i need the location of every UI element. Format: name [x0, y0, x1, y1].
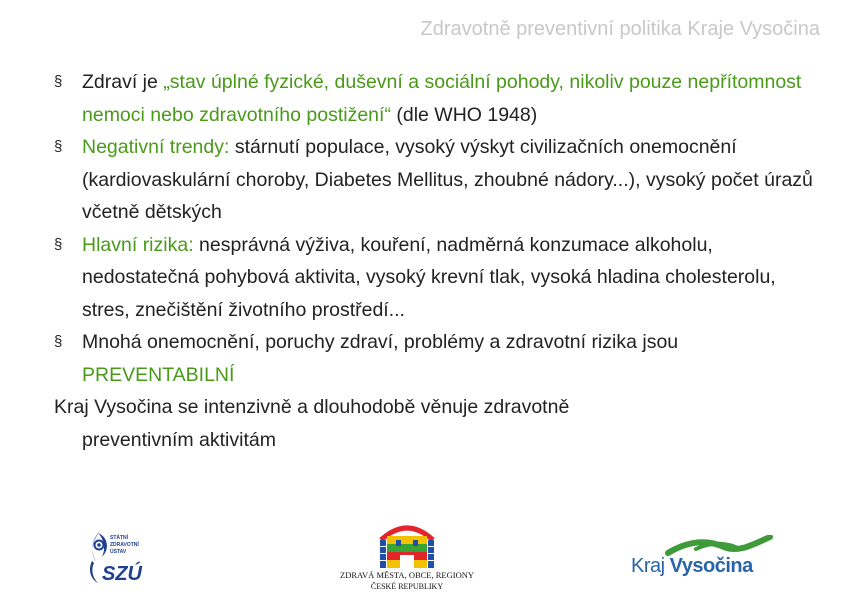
zdrava-mesta-line1: ZDRAVÁ MĚSTA, OBCE, REGIONY: [340, 570, 474, 580]
wordmark-vysocina: Vysočina: [669, 555, 753, 577]
szu-wordmark: SZÚ: [102, 563, 142, 585]
szu-small-line: STÁTNÍ: [110, 535, 129, 541]
closing-statement: [54, 391, 824, 456]
szu-small-line: ÚSTAV: [110, 549, 127, 555]
bullet-marker: §: [54, 235, 63, 253]
closing-line-2: preventivním aktivitám: [82, 428, 276, 451]
bullet-negative-trends: [54, 131, 824, 229]
preventable-keyword: PREVENTABILNÍ: [82, 363, 235, 386]
bullet-text: stárnutí populace, vysoký výskyt civilizačních onemocnění (kardiovaskulární choroby, Diabetes Mellitus, zhoubné nádory...), vysoký počet úrazů včetně dětských: [82, 136, 813, 223]
who-definition-quote: „stav úplné fyzické, duševní a sociální pohody, nikoliv pouze nepřítomnost nemoci nebo zdravotního postižení“: [82, 71, 802, 126]
bullet-text: (dle WHO 1948): [390, 103, 538, 126]
kraj-vysocina-logo: [628, 535, 778, 581]
bullet-marker: §: [54, 138, 63, 155]
negative-trends-label: Negativní trendy:: [82, 136, 230, 158]
bullet-main-risks: [54, 229, 824, 327]
bullet-marker: §: [54, 73, 63, 90]
bullet-preventable: [54, 326, 824, 391]
bullet-text: Mnohá onemocnění, poruchy zdraví, problémy a zdravotní rizika jsou: [82, 331, 679, 353]
slide-content: [54, 66, 824, 456]
szu-logo: [86, 527, 156, 587]
wordmark-kraj: Kraj: [631, 555, 665, 577]
bullet-text: nesprávná výživa, kouření, nadměrná konzumace alkoholu, nedostatečná pohybová aktivita, vysoký krevní tlak, vysoká hladina cholesterolu, stres, znečištění životního prostředí...: [82, 233, 776, 321]
vysocina-wave-icon: [628, 535, 778, 557]
vysocina-wordmark: [631, 555, 753, 578]
szu-small-line: ZDRAVOTNÍ: [110, 542, 139, 548]
zdrava-mesta-line2: ČESKÉ REPUBLIKY: [370, 582, 444, 591]
slide-title: Zdravotně preventivní politika Kraje Vysočina: [420, 18, 820, 40]
closing-line-1: Kraj Vysočina se intenzivně a dlouhodobě věnuje zdravotně: [54, 396, 570, 418]
zdrava-mesta-logo: [340, 522, 474, 594]
bullet-text: Zdraví je: [82, 71, 164, 93]
bullet-definition: [54, 66, 824, 131]
healthy-cities-house-icon: [340, 522, 474, 570]
main-risks-label: Hlavní rizika:: [82, 233, 194, 256]
bullet-marker: §: [54, 333, 63, 350]
